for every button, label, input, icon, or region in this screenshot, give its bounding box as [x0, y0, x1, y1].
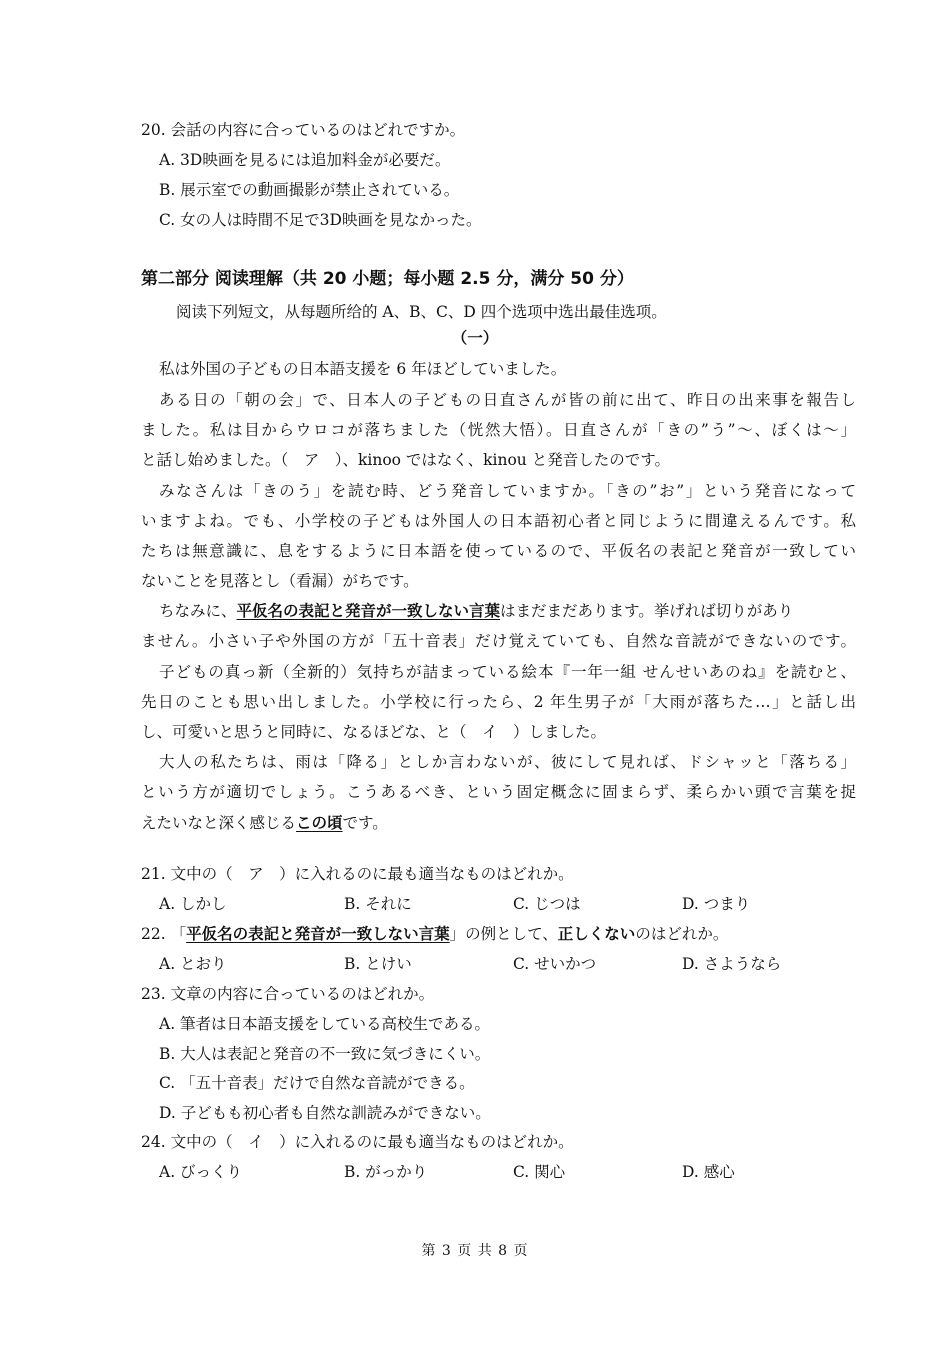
passage-p6-line2: という方が適切でしょう。こうあるべき、という固定概念に固まらず、柔らかい頭で言葉を捉: [141, 783, 856, 801]
passage-underlined-konokoro: この頃: [296, 813, 343, 832]
q22-stem-mid: 」の例として、: [449, 925, 558, 943]
q22-stem: [141, 924, 728, 944]
q22-option-a: A. とおり: [159, 955, 227, 973]
passage-p4-line1: [159, 601, 793, 621]
q22-option-b: B. とけい: [344, 955, 412, 973]
passage-p5-line2: 先日のことも思い出しました。小学校に行ったら、2 年生男子が「大雨が落ちた…」と話し出: [141, 693, 856, 711]
passage-label: （一）: [451, 328, 499, 347]
passage-p3-line4: ないことを見落とし（看漏）がちです。: [141, 572, 419, 590]
q23-option-b: B. 大人は表記と発音の不一致に気づきにくい。: [159, 1045, 491, 1063]
q22-stem-end: のはどれか。: [635, 925, 729, 943]
q20-option-a: A. 3D映画を見るには追加料金が必要だ。: [159, 151, 451, 169]
q22-stem-number: 22. 「: [141, 925, 187, 943]
q21-option-a: A. しかし: [159, 895, 227, 913]
passage-p4-lead: ちなみに、: [159, 602, 237, 620]
q21-option-b: B. それに: [344, 895, 412, 913]
passage-p6-line1: 大人の私たちは、雨は「降る」としか言わないが、彼にして見れば、ドシャッと「落ちる」: [159, 753, 856, 771]
passage-underlined-phrase: 平仮名の表記と発音が一致しない言葉: [236, 601, 501, 620]
passage-p4-line2: ません。小さい子や外国の方が「五十音表」だけ覚えていても、自然な音読ができないのです。: [141, 632, 856, 650]
passage-p6-lead: えたいなと深く感じる: [141, 814, 297, 832]
q24-option-d: D. 感心: [682, 1163, 735, 1181]
q22-emphasis: 正しくない: [557, 924, 636, 943]
q20-option-c: C. 女の人は時間不足で3D映画を見なかった。: [159, 211, 482, 229]
q24-option-a: A. びっくり: [159, 1163, 243, 1181]
passage-p6-line3: [141, 813, 388, 833]
q24-option-b: B. がっかり: [344, 1163, 428, 1181]
q20-option-b: B. 展示室での動画撮影が禁止されている。: [159, 181, 460, 199]
passage-p3-line3: たちは無意識に、息をするように日本語を使っているので、平仮名の表記と発音が一致してい: [141, 542, 856, 560]
q22-option-c: C. せいかつ: [513, 955, 597, 973]
section-instruction: 阅读下列短文，从每题所给的 A、B、C、D 四个选项中选出最佳选项。: [176, 303, 667, 321]
q24-stem: 24. 文中の（ イ ）に入れるのに最も適当なものはどれか。: [141, 1133, 574, 1151]
q23-option-d: D. 子どもも初心者も自然な訓読みができない。: [159, 1104, 491, 1122]
section-heading: 第二部分 阅读理解（共 20 小题；每小题 2.5 分，满分 50 分）: [141, 269, 634, 289]
passage-p2-line3: と話し始めました。（ ア ）、kinoo ではなく、kinou と発音したのです。: [141, 451, 670, 469]
page-number-footer: 第 3 页 共 8 页: [421, 1243, 529, 1259]
q23-option-c: C. 「五十音表」だけで自然な音読ができる。: [159, 1074, 475, 1092]
passage-p6-tail: です。: [342, 814, 388, 832]
passage-p3-line2: いますよね。でも、小学校の子どもは外国人の日本語初心者と同じように間違えるんです。私: [141, 512, 856, 530]
q23-option-a: A. 筆者は日本語支援をしている高校生である。: [159, 1015, 491, 1033]
passage-p2-line2: ました。私は目からウロコが落ちました（恍然大悟）。日直さんが「きの”う”～、ぼくは～」: [141, 421, 856, 439]
q22-underlined-phrase: 平仮名の表記と発音が一致しない言葉: [186, 924, 450, 943]
q21-option-c: C. じつは: [513, 895, 581, 913]
q22-option-d: D. さようなら: [682, 955, 782, 973]
q24-option-c: C. 関心: [513, 1163, 566, 1181]
passage-p3-line1: みなさんは「きのう」を読む時、どう発音していますか。「きの”お”」という発音になって: [159, 482, 856, 500]
passage-p1: 私は外国の子どもの日本語支援を 6 年ほどしていました。: [159, 360, 567, 378]
q20-stem: 20. 会話の内容に合っているのはどれですか。: [141, 121, 466, 139]
q21-stem: 21. 文中の（ ア ）に入れるのに最も適当なものはどれか。: [141, 865, 574, 883]
q23-stem: 23. 文章の内容に合っているのはどれか。: [141, 985, 435, 1003]
passage-p4-tail: はまだまだあります。挙げれば切りがあり: [500, 602, 794, 620]
passage-p5-line3: し、可愛いと思うと同時に、なるほどな、と（ イ ）しました。: [141, 723, 607, 741]
passage-p5-line1: 子どもの真っ新（全新的）気持ちが詰まっている絵本『一年一組 せんせいあのね』を読むと、: [159, 663, 856, 681]
q21-option-d: D. つまり: [682, 895, 751, 913]
passage-p2-line1: ある日の「朝の会」で、日本人の子どもの日直さんが皆の前に出て、昨日の出来事を報告し: [159, 391, 856, 409]
